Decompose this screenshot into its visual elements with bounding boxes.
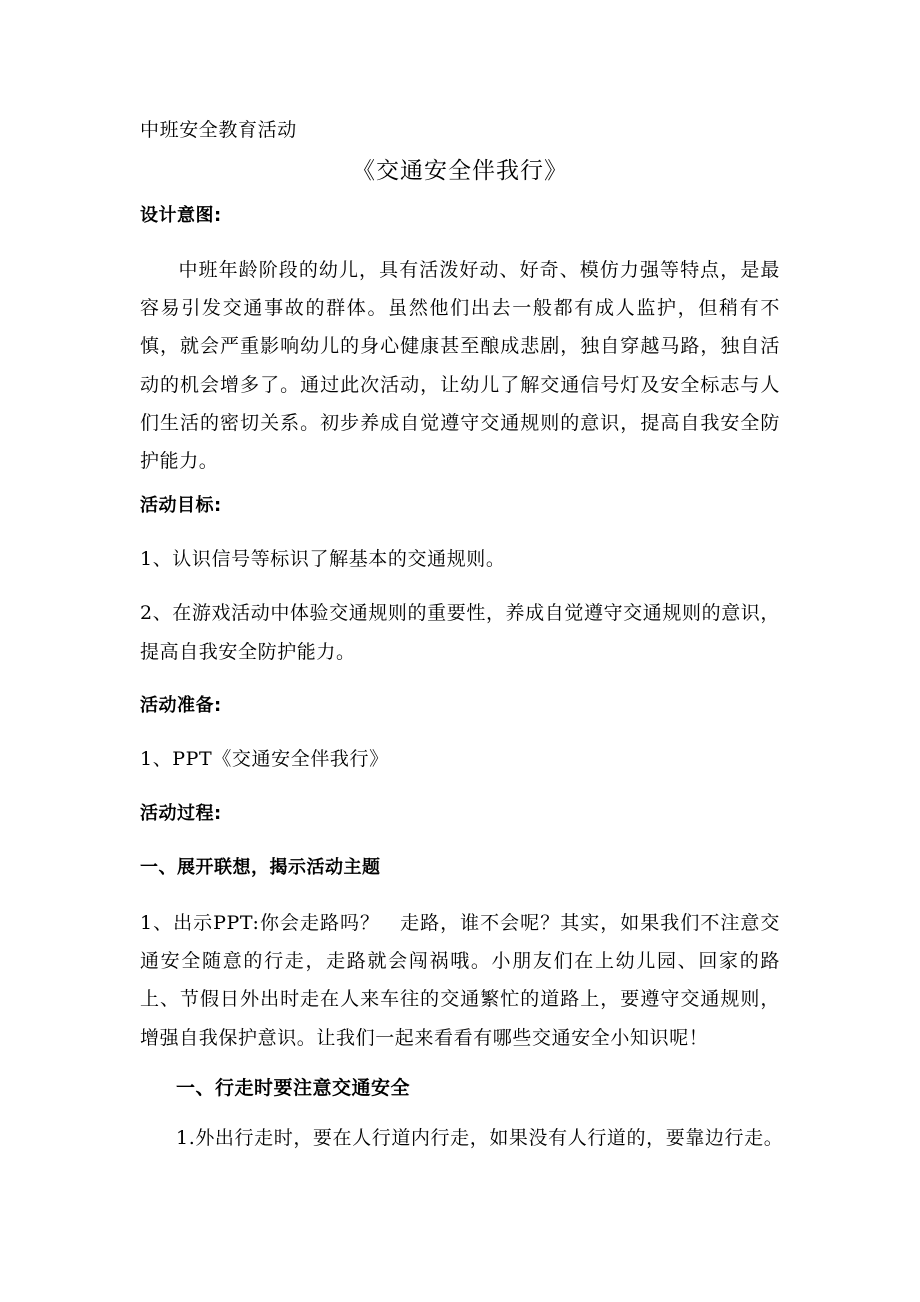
design-intent-paragraph <box>140 251 780 480</box>
design-intent-text: 中班年龄阶段的幼儿，具有活泼好动、好奇、模仿力强等特点，是最容易引发交通事故的群体。虽然他们出去一般都有成人监护，但稍有不慎，就会严重影响幼儿的身心健康甚至酿成悲剧，独自穿越马路，独自活动的机会增多了。通过此次活动，让幼儿了解交通信号灯及安全标志与人们生活的密切关系。初步养成自觉遵守交通规则的意识，提高自我安全防护能力。 <box>140 259 780 473</box>
preparation-item-1: 1、PPT《交通安全伴我行》 <box>140 748 389 770</box>
process-section1-paragraph: 1、出示PPT:你会走路吗？ 走路，谁不会呢？其实，如果我们不注意交通安全随意的行走，走路就会闯祸哦。小朋友们在上幼儿园、回家的路上、节假日外出时走在人来车往的交通繁忙的道路上，要遵守交通规则，增强自我保护意识。让我们一起来看看有哪些交通安全小知识呢！ <box>140 912 780 1049</box>
process-section1-heading: 一、展开联想，揭示活动主题 <box>140 857 381 878</box>
goal-item-1: 1、认识信号等标识了解基本的交通规则。 <box>140 548 506 570</box>
process-subsection-item: 1.外出行走时，要在人行道内行走，如果没有人行道的，要靠边行走。 <box>176 1127 784 1149</box>
goal-item-2: 2、在游戏活动中体验交通规则的重要性，养成自觉遵守交通规则的意识，提高自我安全防护能力。 <box>140 602 780 663</box>
goals-heading: 活动目标: <box>140 495 222 516</box>
document-subtitle: 中班安全教育活动 <box>140 119 297 141</box>
document-title: 《交通安全伴我行》 <box>352 158 568 184</box>
process-subsection-heading: 一、行走时要注意交通安全 <box>176 1077 411 1099</box>
process-heading: 活动过程: <box>140 803 222 824</box>
design-intent-heading: 设计意图: <box>140 205 222 226</box>
preparation-heading: 活动准备: <box>140 695 222 716</box>
